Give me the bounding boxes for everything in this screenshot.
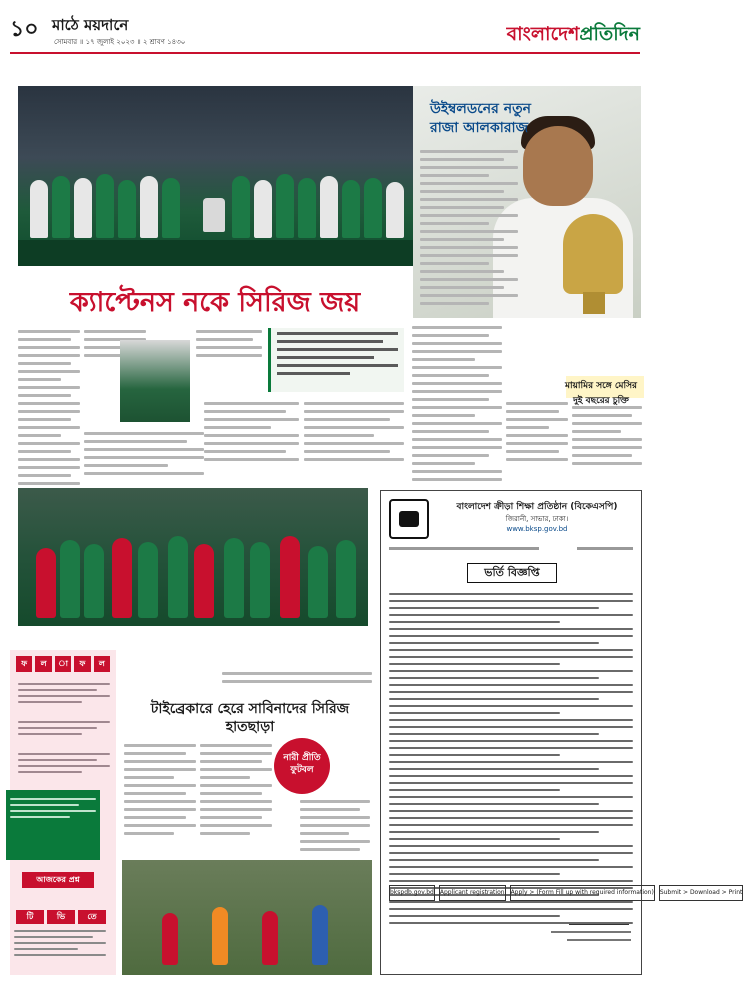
sidebar-tab: ল <box>35 656 51 672</box>
womens-match-photo <box>122 860 372 975</box>
lead-story-col-2b <box>84 432 204 480</box>
quiz-label: আজকের প্রশ্ন <box>22 872 94 888</box>
women-story-col-1 <box>124 744 196 840</box>
admission-advert <box>380 490 743 975</box>
ad-table-cell: Submit > Download > Print <box>659 885 743 901</box>
women-headline: টাইব্রেকারে হেরে সাবিনাদের সিরিজ হাতছাড়া <box>150 701 350 735</box>
sidebar-promo <box>6 790 100 860</box>
ad-address: জিরানী, সাভার, ঢাকা। <box>505 515 569 523</box>
ad-website: www.bksp.gov.bd <box>506 525 568 533</box>
lead-story-col-4 <box>304 402 404 466</box>
team-celebration-photo <box>18 86 413 266</box>
women-friendly-badge: নারী প্রীতি ফুটবল <box>274 738 330 794</box>
women-kicker <box>124 656 164 670</box>
ad-organisation: বাংলাদেশ ক্রীড়া শিক্ষা প্রতিষ্ঠান (বিকেএসপি) <box>456 502 618 512</box>
sidebar-block <box>18 718 110 739</box>
section-title: মাঠে ময়দানে <box>52 16 129 34</box>
tv-letter: তে <box>78 910 106 924</box>
women-story-col-3 <box>300 800 370 856</box>
logo-accent: প্রতিদিন <box>579 23 640 45</box>
sidebar-tab: ল <box>94 656 110 672</box>
signature <box>569 911 629 925</box>
tv-letter: টি <box>16 910 44 924</box>
captain-inset-photo <box>120 340 190 422</box>
sidebar-tab: ফ <box>74 656 90 672</box>
womens-team-photo <box>18 488 368 626</box>
advert-board <box>18 240 413 266</box>
messi-story-col-2 <box>572 406 642 470</box>
lead-headline-box <box>30 282 400 324</box>
wimbledon-heading: উইম্বলডনের নতুন রাজা আলকারাজ <box>430 101 531 136</box>
signatory-line <box>551 931 631 933</box>
lead-story-col-5 <box>412 326 502 486</box>
sidebar-tab: া <box>55 656 71 672</box>
ad-process-table <box>389 885 743 901</box>
wimbledon-story-text <box>420 150 518 310</box>
lead-story-col-3b <box>204 402 299 466</box>
tv-schedule-label <box>16 910 106 924</box>
bksp-logo-icon <box>389 499 429 539</box>
lead-story-col-3 <box>196 330 262 362</box>
women-story-col-2 <box>200 744 272 840</box>
women-story-intro <box>122 672 372 688</box>
lead-story-col-1 <box>18 330 80 490</box>
ad-table-cell: Applicant registration <box>439 885 506 901</box>
logo-main: বাংলাদেশ <box>506 23 580 45</box>
tv-letter: ভি <box>47 910 75 924</box>
page-number: ১০ <box>10 16 39 42</box>
messi-heading: মায়ামির সঙ্গে মেসির দুই বছরের চুক্তি <box>565 381 637 406</box>
messi-story-col-1 <box>506 402 568 466</box>
ad-title: ভর্তি বিজ্ঞপ্তি <box>467 563 557 583</box>
dateline: সোমবার ॥ ১৭ জুলাই ২০২৩ ॥ ২ শ্রাবণ ১৪৩০ <box>54 38 186 46</box>
logo-text <box>507 20 640 52</box>
sidebar-block <box>18 750 110 777</box>
newspaper-logo <box>490 8 640 48</box>
sidebar-tabs <box>16 656 110 672</box>
sidebar-tab: ফ <box>16 656 32 672</box>
wimbledon-trophy-icon <box>563 214 623 294</box>
signatory-line <box>567 939 631 941</box>
lead-headline: ক্যাপ্টেনস নকে সিরিজ জয় <box>69 287 361 318</box>
pull-quote <box>268 328 404 392</box>
masthead-rule <box>10 52 640 54</box>
sidebar-block <box>18 680 110 707</box>
tv-listing <box>14 930 106 960</box>
ad-table-cell: Apply > (Form Fill up with required information) <box>510 885 655 901</box>
ad-body-text <box>389 593 633 929</box>
ad-memo-line <box>389 547 633 557</box>
trophy-icon <box>203 198 225 232</box>
ad-table-cell: bkspdb.gov.bd <box>389 885 435 901</box>
